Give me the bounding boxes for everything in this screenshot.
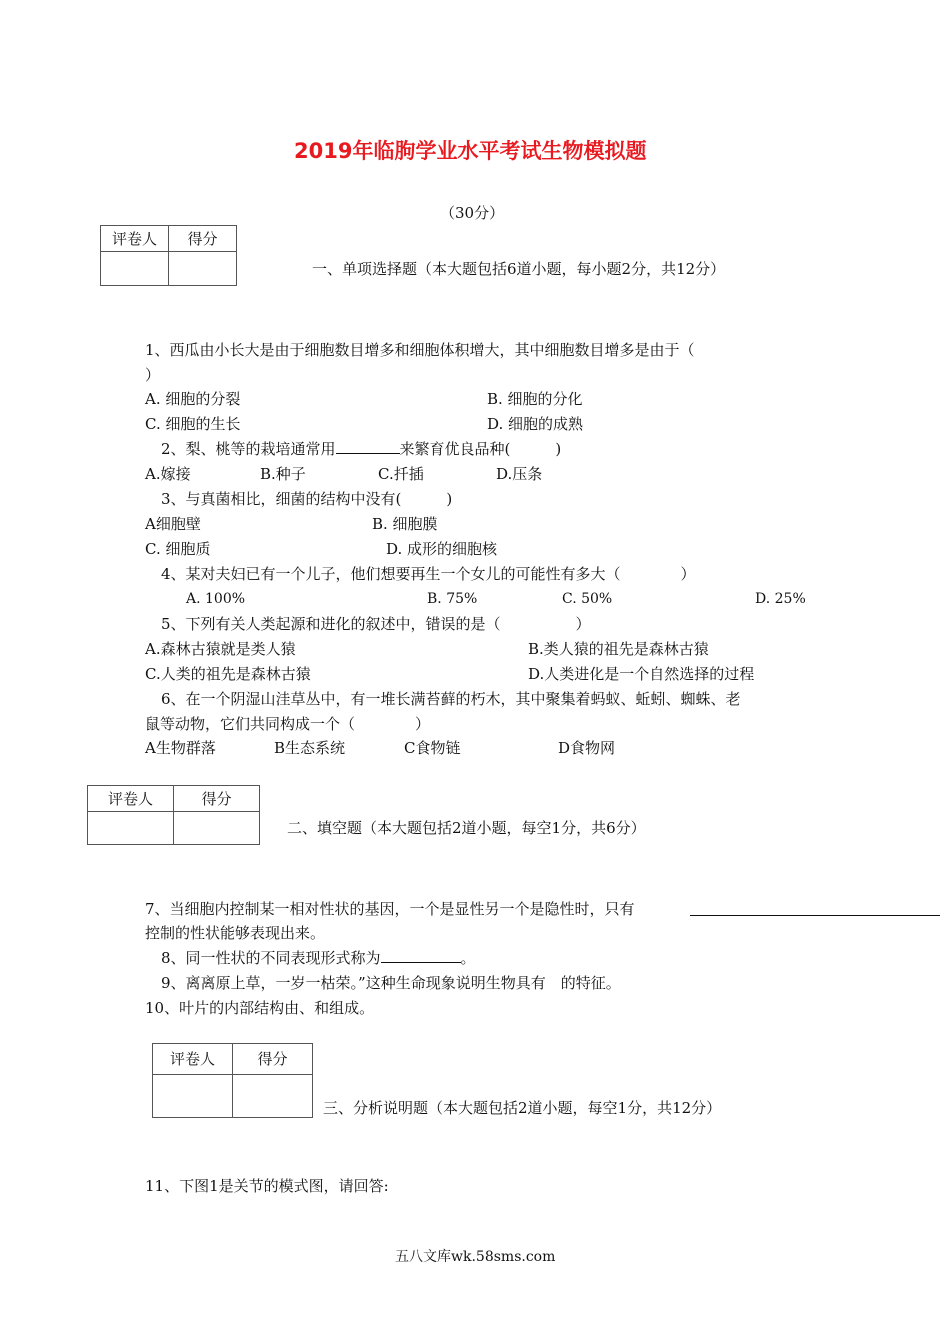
q6-option-a: A生物群落 [145,739,216,757]
q8-stem-pre: 8、同一性状的不同表现形式称为 [161,949,381,967]
score-cell [174,812,260,845]
q8-answer-blank [381,962,461,963]
q7-line2: 控制的性状能够表现出来。 [145,924,326,942]
q5-option-d: D.人类进化是一个自然选择的过程 [528,665,755,683]
q8-stem-post: 。 [460,949,476,967]
q3-option-c: C. 细胞质 [145,540,211,558]
q2-stem-pre: 2、梨、桃等的栽培通常用 [161,440,336,458]
section-2-heading: 二、填空题（本大题包括2道小题，每空1分，共6分） [287,819,646,837]
reviewer-label: 评卷人 [101,226,169,252]
q2-stem-post: 来繁育优良品种( ) [399,440,562,458]
q2-stem [161,439,561,459]
section-3-heading: 三、分析说明题（本大题包括2道小题，每空1分，共12分） [323,1099,722,1117]
q6-option-b: B生态系统 [274,739,346,757]
q5-option-b: B.类人猿的祖先是森林古猿 [528,640,709,658]
score-label: 得分 [174,786,260,812]
q2-answer-blank [336,453,400,454]
score-box-1 [100,225,237,286]
q3-option-a: A细胞壁 [145,515,201,533]
q1-option-a: A. 细胞的分裂 [145,390,241,408]
score-box-3 [152,1043,313,1118]
q4-option-b: B. 75% [427,591,478,607]
score-label: 得分 [169,226,237,252]
score-cell [169,252,237,286]
q7-answer-blank [690,915,940,916]
q2-option-d: D.压条 [496,465,543,483]
q10-stem: 10、叶片的内部结构由、和组成。 [145,999,375,1017]
q6-stem-line1: 6、在一个阴湿山洼草丛中，有一堆长满苔藓的朽木，其中聚集着蚂蚁、蚯蚓、蜘蛛、老 [161,690,741,708]
q4-option-c: C. 50% [562,591,613,607]
q6-option-c: C食物链 [404,739,461,757]
q4-option-d: D. 25% [755,591,806,607]
score-cell [233,1075,313,1118]
q5-option-a: A.森林古猿就是类人猿 [145,640,296,658]
q9-stem: 9、离离原上草，一岁一枯荣。”这种生命现象说明生物具有 的特征。 [161,974,621,992]
reviewer-label: 评卷人 [153,1044,233,1075]
q2-option-c: C.扦插 [378,465,424,483]
q2-option-b: B.种子 [260,465,306,483]
score-label: 得分 [233,1044,313,1075]
q3-option-d: D. 成形的细胞核 [386,540,498,558]
total-score: （30分） [440,204,505,222]
q2-option-a: A.嫁接 [145,465,191,483]
q5-option-c: C.人类的祖先是森林古猿 [145,665,311,683]
reviewer-cell [88,812,174,845]
q8-stem [161,948,476,968]
q4-stem: 4、某对夫妇已有一个儿子，他们想要再生一个女儿的可能性有多大（ ） [161,565,696,583]
q4-option-a: A. 100% [186,591,246,607]
section-1-heading: 一、单项选择题（本大题包括6道小题，每小题2分，共12分） [312,260,726,278]
reviewer-cell [101,252,169,286]
q1-option-d: D. 细胞的成熟 [487,415,584,433]
q6-stem-line2: 鼠等动物，它们共同构成一个（ ） [145,715,431,733]
q11-stem: 11、下图1是关节的模式图，请回答: [145,1177,389,1195]
q5-stem: 5、下列有关人类起源和进化的叙述中，错误的是（ ） [161,615,591,633]
q6-option-d: D食物网 [558,739,616,757]
page-footer: 五八文库wk.58sms.com [395,1249,556,1265]
q1-stem-end: ） [145,366,161,384]
q1-stem: 1、西瓜由小长大是由于细胞数目增多和细胞体积增大，其中细胞数目增多是由于（ [145,341,695,359]
page-title: 2019年临朐学业水平考试生物模拟题 [294,139,647,163]
q3-stem: 3、与真菌相比，细菌的结构中没有( ) [161,490,453,508]
q3-option-b: B. 细胞膜 [372,515,438,533]
q7-line1: 7、当细胞内控制某一相对性状的基因，一个是显性另一个是隐性时，只有 [145,900,635,918]
score-box-2 [87,785,260,845]
reviewer-label: 评卷人 [88,786,174,812]
reviewer-cell [153,1075,233,1118]
q1-option-b: B. 细胞的分化 [487,390,583,408]
q1-option-c: C. 细胞的生长 [145,415,241,433]
